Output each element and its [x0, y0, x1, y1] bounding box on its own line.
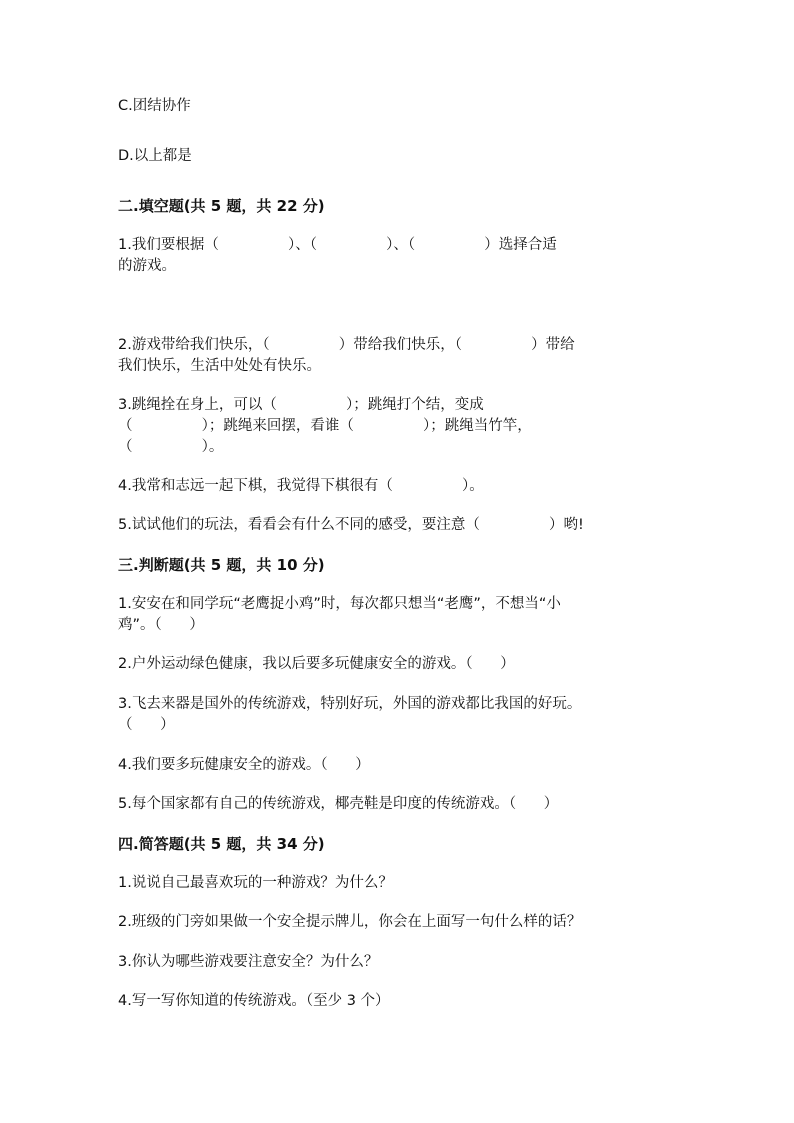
- short-question-4: 4.写一写你知道的传统游戏。（至少 3 个）: [118, 993, 390, 1009]
- section-heading-true-false: 三.判断题(共 5 题，共 10 分): [118, 556, 325, 574]
- fill-question-5: 5.试试他们的玩法，看看会有什么不同的感受，要注意（ ）哟!: [118, 517, 584, 533]
- fill-question-1-line-1: 1.我们要根据（ ）、（ ）、（ ）选择合适: [118, 237, 557, 253]
- judge-question-2: 2.户外运动绿色健康，我以后要多玩健康安全的游戏。（ ）: [118, 656, 515, 672]
- short-question-2: 2.班级的门旁如果做一个安全提示牌儿，你会在上面写一句什么样的话？: [118, 914, 582, 930]
- fill-question-1-line-2: 的游戏。: [118, 258, 176, 274]
- judge-question-1-line-2: 鸡”。（ ）: [118, 617, 204, 633]
- short-question-3: 3.你认为哪些游戏要注意安全？为什么？: [118, 954, 379, 970]
- section-heading-fill-in: 二.填空题(共 5 题，共 22 分): [118, 197, 325, 215]
- judge-question-5: 5.每个国家都有自己的传统游戏，椰壳鞋是印度的传统游戏。（ ）: [118, 796, 559, 812]
- section-heading-short-answer: 四.简答题(共 5 题，共 34 分): [118, 835, 325, 853]
- fill-question-4: 4.我常和志远一起下棋，我觉得下棋很有（ ）。: [118, 478, 484, 494]
- judge-question-3-line-2: （ ）: [118, 717, 175, 733]
- short-question-1: 1.说说自己最喜欢玩的一种游戏？为什么？: [118, 875, 393, 891]
- fill-question-3-line-2: （ ）；跳绳来回摆，看谁（ ）；跳绳当竹竿，: [118, 418, 532, 434]
- option-c: C.团结协作: [118, 98, 191, 114]
- judge-question-4: 4.我们要多玩健康安全的游戏。（ ）: [118, 757, 370, 773]
- fill-question-2-line-1: 2.游戏带给我们快乐，（ ）带给我们快乐，（ ）带给: [118, 337, 575, 353]
- fill-question-2-line-2: 我们快乐，生活中处处有快乐。: [118, 358, 321, 374]
- judge-question-3-line-1: 3.飞去来器是国外的传统游戏，特别好玩，外国的游戏都比我国的好玩。: [118, 696, 582, 712]
- fill-question-3-line-1: 3.跳绳拴在身上，可以（ ）；跳绳打个结，变成: [118, 397, 484, 413]
- option-d: D.以上都是: [118, 148, 192, 164]
- judge-question-1-line-1: 1.安安在和同学玩“老鹰捉小鸡”时，每次都只想当“老鹰”，不想当“小: [118, 596, 561, 612]
- fill-question-3-line-3: （ ）。: [118, 439, 224, 455]
